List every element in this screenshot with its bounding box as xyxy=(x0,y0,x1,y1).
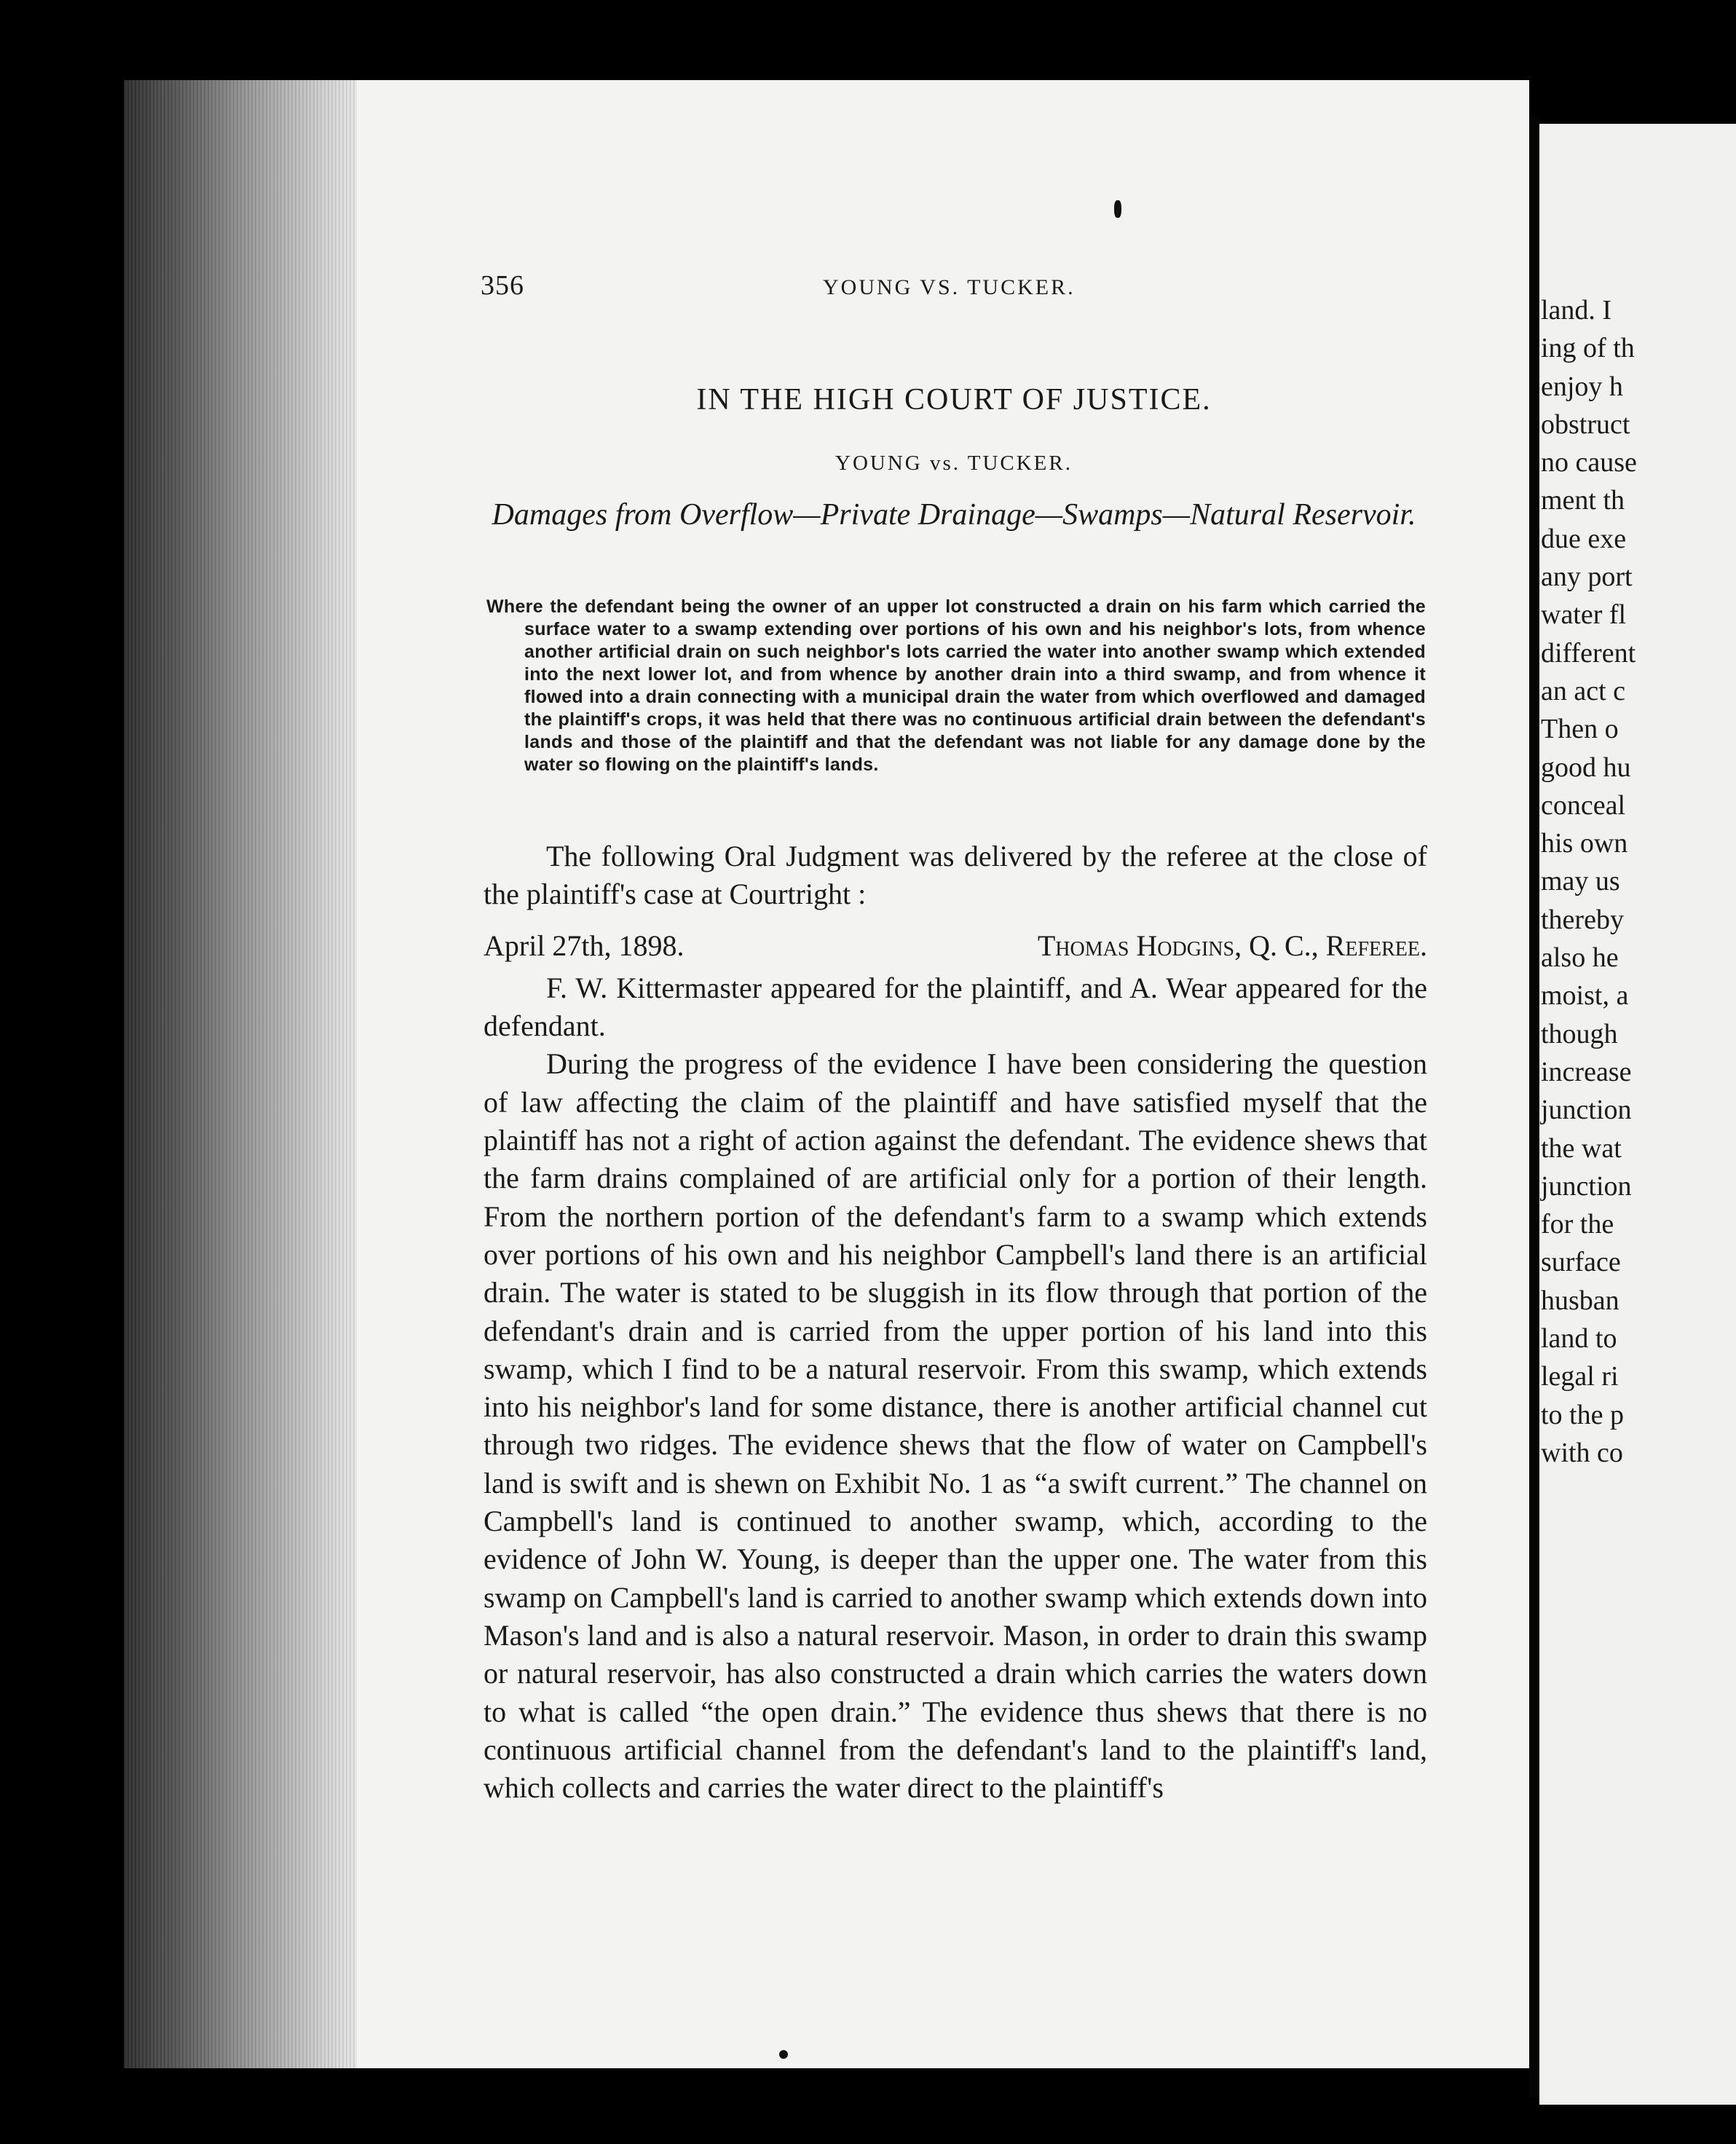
ink-mark xyxy=(779,2050,788,2059)
right-page-line: good hu xyxy=(1541,752,1631,783)
judgment-body xyxy=(484,838,1427,1807)
right-page-line: conceal xyxy=(1541,789,1626,821)
right-page-text xyxy=(1541,291,1736,1472)
right-page-line: to the p xyxy=(1541,1399,1624,1430)
page-number: 356 xyxy=(481,270,524,301)
right-page-line: no cause xyxy=(1541,447,1637,478)
right-page-line: land. I xyxy=(1541,295,1612,326)
case-title: YOUNG vs. TUCKER. xyxy=(835,452,1073,475)
counsel-paragraph: F. W. Kittermaster appeared for the plaintiff, and A. Wear appeared for the defendant. xyxy=(484,971,1427,1043)
right-page-line: moist, a xyxy=(1541,980,1629,1012)
right-page-line: surface xyxy=(1541,1247,1621,1278)
right-page-line: with co xyxy=(1541,1437,1623,1468)
right-page-line: junction xyxy=(1541,1170,1632,1202)
right-page-line: ment th xyxy=(1541,485,1625,516)
judgment-date: April 27th, 1898. xyxy=(484,929,684,962)
headnote-title: Damages from Overflow—Private Drainage—Swamps—Natural Reservoir. xyxy=(492,498,1416,532)
right-page-line: any port xyxy=(1541,561,1633,593)
right-page-line: his own xyxy=(1541,828,1628,859)
ink-mark xyxy=(1114,200,1121,218)
right-page-line: different xyxy=(1541,637,1636,669)
right-page-line: legal ri xyxy=(1541,1361,1619,1392)
running-head xyxy=(481,269,1107,313)
syllabus: Where the defendant being the owner of an upper lot constructed a drain on his farm which carried the surface water to a swamp extending over portions of his own and his neighbor's lots, from whence another artificial drain on such neighbor's lots carried the water into another swamp which extended into the next lower lot, and from whence by another drain into a third swamp, and from whence it flowed into a drain connecting with a municipal drain the water from which overflowed and damaged the plaintiff's crops, it was held that there was no continuous artificial drain between the defendant's lands and those of the plaintiff and that the defendant was not liable for any damage done by the water so flowing on the plaintiff's lands. xyxy=(486,596,1426,775)
book-gutter xyxy=(1529,117,1539,2097)
running-title: YOUNG VS. TUCKER. xyxy=(823,275,1076,299)
referee-name: Thomas Hodgins, Q. C., Referee. xyxy=(1037,929,1427,962)
judgment-paragraph: During the progress of the evidence I have been considering the question of law affecting the claim of the plaintiff and have satisfied myself that the plaintiff has not a right of action against the defendant. The evidence shews that the farm drains complained of are artificial only for a portion of their length. From the northern portion of the defendant's farm to a swamp which extends over portions of his own and his neighbor Campbell's land there is an artificial drain. The water is stated to be sluggish in its flow through that portion of the defendant's drain and is carried from the upper portion of his land into this swamp, which I find to be a natural reservoir. From this swamp, which extends into his neighbor's land for some distance, there is another artificial channel cut through two ridges. The evidence shews that the flow of water on Campbell's land is swift and is shewn on Exhibit No. 1 as “a swift current.” The channel on Campbell's land is continued to another swamp, which, according to the evidence of John W. Young, is deeper than the upper one. The water from this swamp on Campbell's land is carried to another swamp which extends down into Mason's land and is also a natural reservoir. Mason, in order to drain this swamp or natural reservoir, has also constructed a drain which carries the waters down to what is called “the open drain.” The evidence thus shews that there is no continuous artificial channel from the defendant's land to the plaintiff's land, which collects and carries the water direct to the plaintiff's xyxy=(484,1047,1427,1805)
right-page-line: Then o xyxy=(1541,714,1619,745)
book-page-edges xyxy=(124,80,357,2068)
right-page-line: husban xyxy=(1541,1285,1619,1316)
right-page-line: land to xyxy=(1541,1323,1617,1355)
right-page-line: junction xyxy=(1541,1095,1632,1126)
right-page-line: also he xyxy=(1541,942,1619,974)
right-page-line: due exe xyxy=(1541,523,1627,554)
right-page-line: an act c xyxy=(1541,675,1626,706)
right-page-line: increase xyxy=(1541,1056,1632,1087)
right-page-line: may us xyxy=(1541,866,1620,897)
court-title: IN THE HIGH COURT OF JUSTICE. xyxy=(696,383,1212,417)
date-line xyxy=(484,927,1427,965)
right-page-line: the wat xyxy=(1541,1132,1622,1164)
right-page-line: thereby xyxy=(1541,904,1624,935)
right-page-line: obstruct xyxy=(1541,409,1630,440)
intro-paragraph: The following Oral Judgment was delivered by the referee at the close of the plaintiff's case at Courtright : xyxy=(484,840,1427,911)
right-page-line: though xyxy=(1541,1018,1618,1049)
right-page-line: enjoy h xyxy=(1541,371,1623,402)
right-page-line: for the xyxy=(1541,1209,1614,1240)
right-page-line: ing of th xyxy=(1541,333,1635,364)
right-page-line: water fl xyxy=(1541,599,1627,631)
